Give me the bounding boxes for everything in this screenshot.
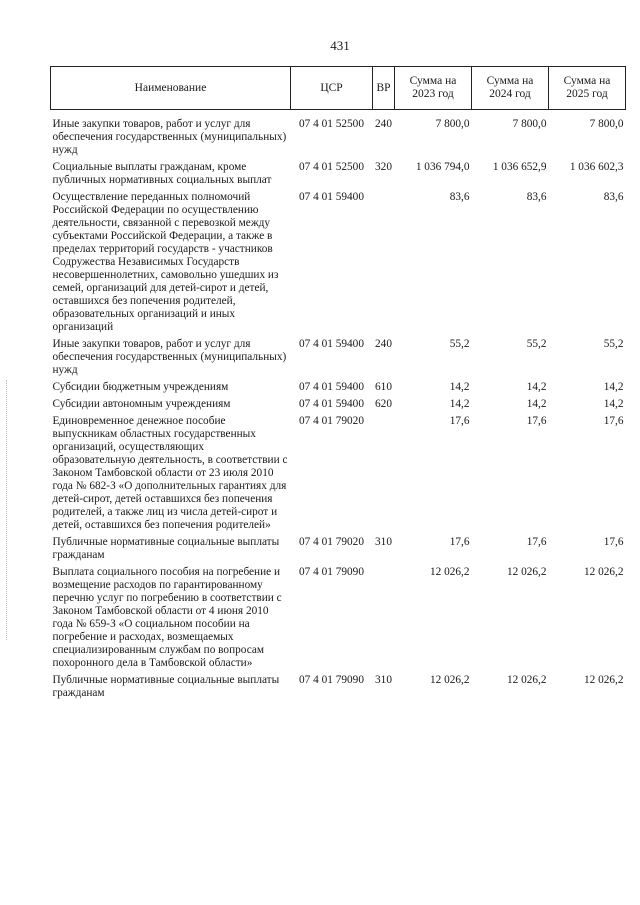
row-vr (373, 415, 395, 536)
row-sum-2024: 14,2 (526, 381, 547, 393)
row-sum-2023: 14,2 (449, 398, 470, 410)
row-sum-2023: 14,2 (449, 381, 470, 393)
row-vr: 310 (375, 536, 392, 548)
row-sum-2025: 17,6 (603, 415, 624, 427)
row-name: Субсидии автономным учреждениям (52, 398, 231, 410)
table-row (51, 191, 626, 338)
row-name: Иные закупки товаров, работ и услуг для обеспечения государственных (муниципальных) нужд (52, 338, 287, 376)
table-row (51, 161, 626, 191)
row-name: Социальные выплаты гражданам, кроме публичных нормативных социальных выплат (52, 161, 272, 186)
row-name: Субсидии бюджетным учреждениям (52, 381, 229, 393)
table-row (51, 674, 626, 704)
row-sum-2024: 17,6 (526, 415, 547, 427)
row-sum-2024: 12 026,2 (506, 674, 547, 686)
row-csr: 07 4 01 59400 (299, 191, 364, 203)
table-row (51, 566, 626, 674)
row-csr: 07 4 01 52500 (299, 118, 364, 130)
row-sum-2025: 55,2 (603, 338, 624, 350)
row-sum-2023: 12 026,2 (429, 674, 470, 686)
table-row (51, 398, 626, 415)
row-csr: 07 4 01 79020 (299, 415, 364, 427)
table-row (51, 110, 626, 162)
row-csr: 07 4 01 79020 (299, 536, 364, 548)
table-row (51, 338, 626, 381)
row-csr: 07 4 01 52500 (299, 161, 364, 173)
row-name: Выплата социального пособия на погребение и возмещение расходов по гарантированному перечню услуг по погребению в соответствии с Законом Тамбовской области от 4 июня 2010 года № 659-З «О социальном пособии на погребение и расходах, возмещаемых специализированным службам по вопросам похоронного дела в Тамбовской области» (52, 566, 282, 669)
row-sum-2023: 55,2 (449, 338, 470, 350)
table-row (51, 381, 626, 398)
row-name: Публичные нормативные социальные выплаты гражданам (52, 674, 280, 699)
header-sum-2024: Сумма на 2024 год (472, 67, 549, 110)
row-sum-2023: 1 036 794,0 (415, 161, 470, 173)
header-name: Наименование (51, 67, 291, 110)
row-csr: 07 4 01 79090 (299, 674, 364, 686)
row-sum-2023: 7 800,0 (435, 118, 470, 130)
row-sum-2025: 14,2 (603, 381, 624, 393)
row-sum-2024: 17,6 (526, 536, 547, 548)
row-sum-2024: 14,2 (526, 398, 547, 410)
row-name: Публичные нормативные социальные выплаты гражданам (52, 536, 280, 561)
row-sum-2025: 7 800,0 (589, 118, 624, 130)
row-csr: 07 4 01 59400 (299, 381, 364, 393)
table-header (51, 67, 626, 110)
row-sum-2025: 17,6 (603, 536, 624, 548)
header-vr: ВР (373, 67, 395, 110)
budget-table (50, 66, 626, 704)
table-body (51, 110, 626, 705)
header-sum-2025: Сумма на 2025 год (549, 67, 626, 110)
row-name: Иные закупки товаров, работ и услуг для обеспечения государственных (муниципальных) нужд (52, 118, 287, 156)
table-row (51, 415, 626, 536)
row-vr: 610 (375, 381, 392, 393)
row-sum-2023: 17,6 (449, 415, 470, 427)
header-csr: ЦСР (291, 67, 373, 110)
row-sum-2025: 1 036 602,3 (569, 161, 624, 173)
row-sum-2025: 83,6 (603, 191, 624, 203)
row-sum-2024: 83,6 (526, 191, 547, 203)
row-sum-2024: 1 036 652,9 (492, 161, 547, 173)
row-sum-2023: 83,6 (449, 191, 470, 203)
page-number: 431 (330, 38, 350, 53)
row-vr (373, 566, 395, 674)
margin-marks (6, 380, 9, 640)
row-sum-2025: 12 026,2 (583, 674, 624, 686)
row-sum-2025: 12 026,2 (583, 566, 624, 578)
row-csr: 07 4 01 59400 (299, 338, 364, 350)
row-vr: 320 (375, 161, 392, 173)
row-sum-2023: 12 026,2 (429, 566, 470, 578)
row-csr: 07 4 01 79090 (299, 566, 364, 578)
row-vr: 240 (375, 118, 392, 130)
row-sum-2025: 14,2 (603, 398, 624, 410)
row-sum-2023: 17,6 (449, 536, 470, 548)
row-vr: 310 (375, 674, 392, 686)
row-sum-2024: 12 026,2 (506, 566, 547, 578)
row-vr: 240 (375, 338, 392, 350)
header-sum-2023: Сумма на 2023 год (395, 67, 472, 110)
row-sum-2024: 55,2 (526, 338, 547, 350)
row-sum-2024: 7 800,0 (512, 118, 547, 130)
table-row (51, 536, 626, 566)
row-vr: 620 (375, 398, 392, 410)
row-name: Единовременное денежное пособие выпускникам областных государственных организаций, осуществляющих образовательную деятельность, в соответствии с Законом Тамбовской области от 23 июля 2010 года № 682-З «О дополнительных гарантиях для детей-сирот, детей оставшихся без попечения родителей, а также лиц из числа детей-сирот и детей, оставшихся без попечения родителей» (52, 415, 288, 531)
row-vr (373, 191, 395, 338)
row-name: Осуществление переданных полномочий Российской Федерации по осуществлению деятельности, связанной с перевозкой между субъектами Российской Федерации, а также в пределах территорий государств - участников Содружества Независимых Государств несовершеннолетних, самовольно ушедших из семей, организаций для детей-сирот и детей, оставшихся без попечения родителей, образовательных организаций и иных организаций (52, 191, 279, 333)
row-csr: 07 4 01 59400 (299, 398, 364, 410)
